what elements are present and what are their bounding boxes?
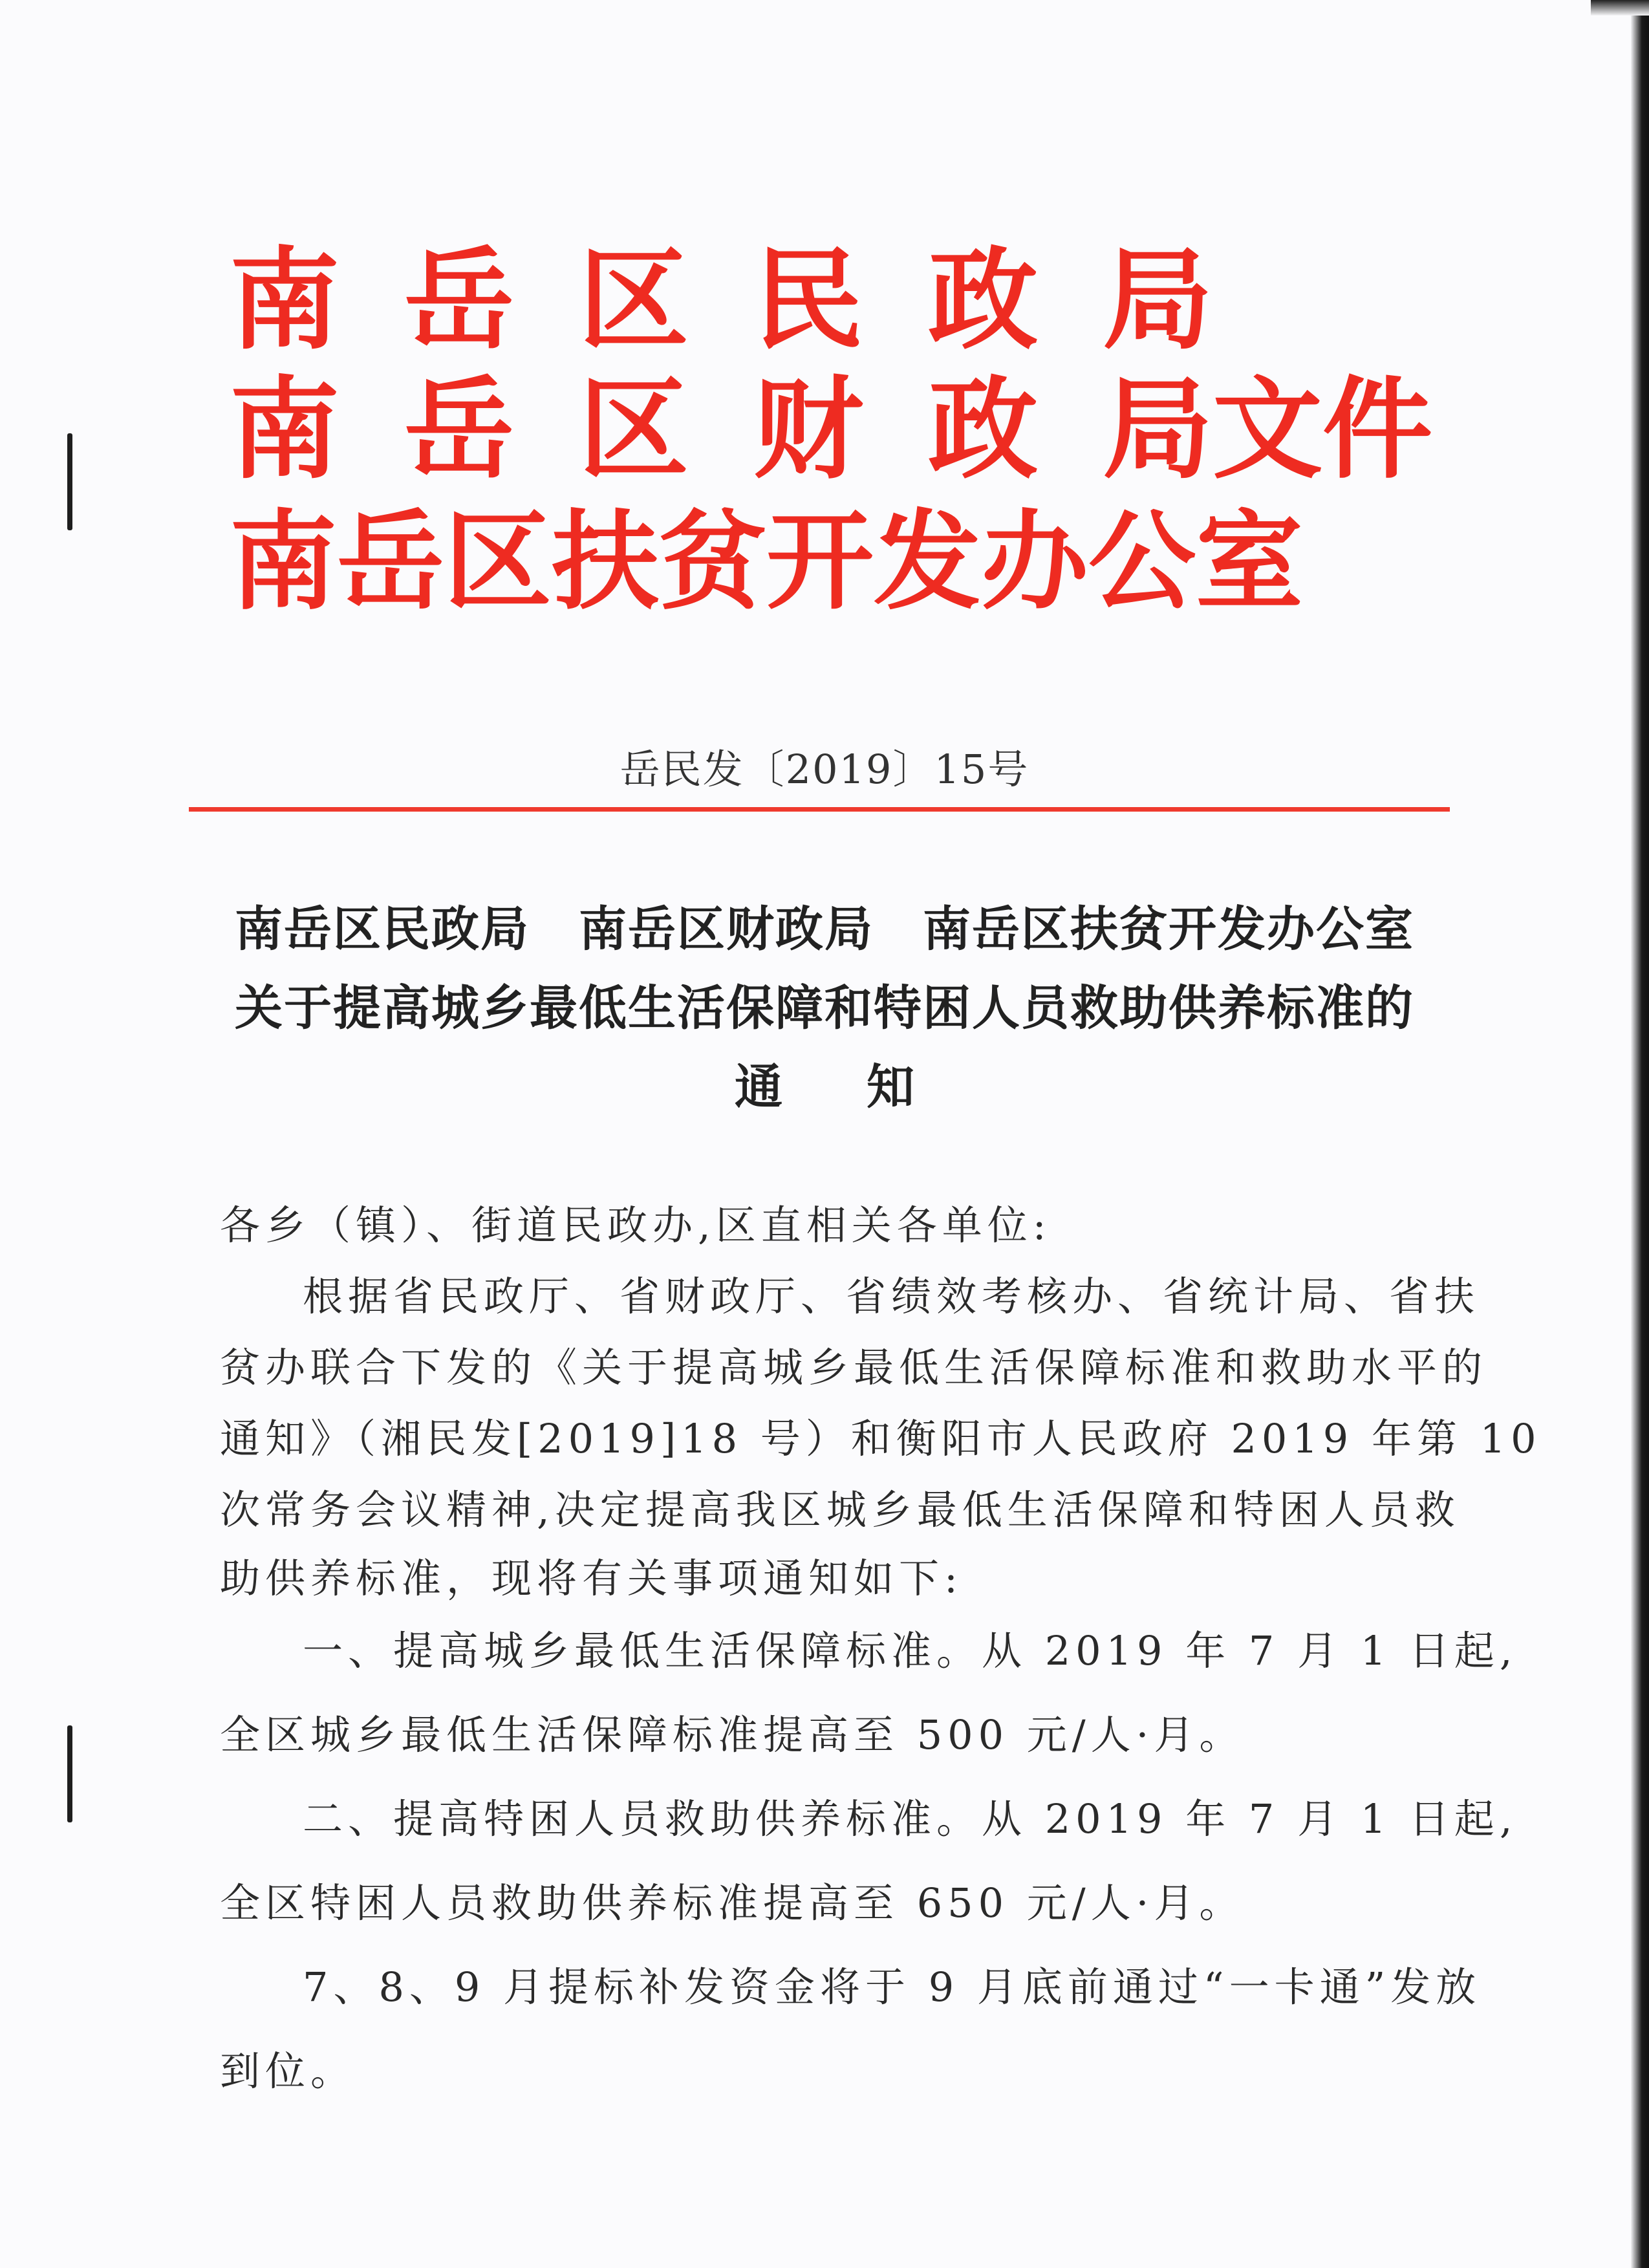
document-title-line-3: 通知 <box>735 1059 998 1115</box>
document-title-line-1: 南岳区民政局 南岳区财政局 南岳区扶贫开发办公室 <box>235 902 1414 957</box>
paragraph-1-line: 助供养标准，现将有关事项通知如下: <box>220 1555 963 1602</box>
letterhead-char: 局文件 <box>1103 366 1433 494</box>
letterhead-char: 区 <box>579 366 689 494</box>
paragraph-4-line: 到位。 <box>220 2047 356 2095</box>
paragraph-2-line: 全区城乡最低生活保障标准提高至 500 元/人·月。 <box>220 1711 1245 1758</box>
paragraph-3-line: 二、提高特困人员救助供养标准。从 2019 年 7 月 1 日起, <box>303 1795 1518 1842</box>
letterhead-char: 岳 <box>404 366 515 494</box>
letterhead-char: 政 <box>928 237 1039 365</box>
letterhead-line-1 <box>230 236 1277 365</box>
paragraph-3-line: 全区特困人员救助供养标准提高至 650 元/人·月。 <box>220 1879 1245 1927</box>
letterhead-line-2 <box>230 365 1432 495</box>
staple-mark-top <box>67 433 72 530</box>
paragraph-1-line: 次常务会议精神,决定提高我区城乡最低生活保障和特困人员救 <box>220 1486 1460 1533</box>
letterhead-line-3: 南岳区扶贫开发办公室 <box>230 500 1303 625</box>
paragraph-4-line: 7、8、9 月提标补发资金将于 9 月底前通过“一卡通”发放 <box>303 1963 1482 2011</box>
paragraph-1-line: 通知》（湘民发[2019]18 号）和衡阳市人民政府 2019 年第 10 <box>220 1415 1542 1462</box>
salutation: 各乡（镇）、街道民政办,区直相关各单位: <box>220 1202 1051 1249</box>
paragraph-1-line: 根据省民政厅、省财政厅、省绩效考核办、省统计局、省扶 <box>303 1273 1480 1320</box>
document-number: 岳民发〔2019〕15号 <box>620 746 1029 793</box>
letterhead-char: 岳 <box>404 237 515 365</box>
letterhead-char: 政 <box>928 366 1039 494</box>
red-divider-line <box>189 807 1450 812</box>
document-title-line-2: 关于提高城乡最低生活保障和特困人员救助供养标准的 <box>235 980 1414 1036</box>
letterhead-char: 区 <box>579 237 689 365</box>
letterhead-char: 局 <box>1103 237 1213 365</box>
staple-mark-bottom <box>67 1725 72 1822</box>
letterhead-char: 南 <box>230 366 340 494</box>
scan-edge-shadow <box>1631 0 1649 2268</box>
letterhead-char: 南 <box>230 237 340 365</box>
paragraph-2-line: 一、提高城乡最低生活保障标准。从 2019 年 7 月 1 日起, <box>303 1627 1518 1674</box>
scan-corner-shadow <box>1591 0 1649 16</box>
letterhead-char: 民 <box>753 237 864 365</box>
paragraph-1-line: 贫办联合下发的《关于提高城乡最低生活保障标准和救助水平的 <box>220 1344 1488 1391</box>
letterhead-char: 财 <box>753 366 864 494</box>
